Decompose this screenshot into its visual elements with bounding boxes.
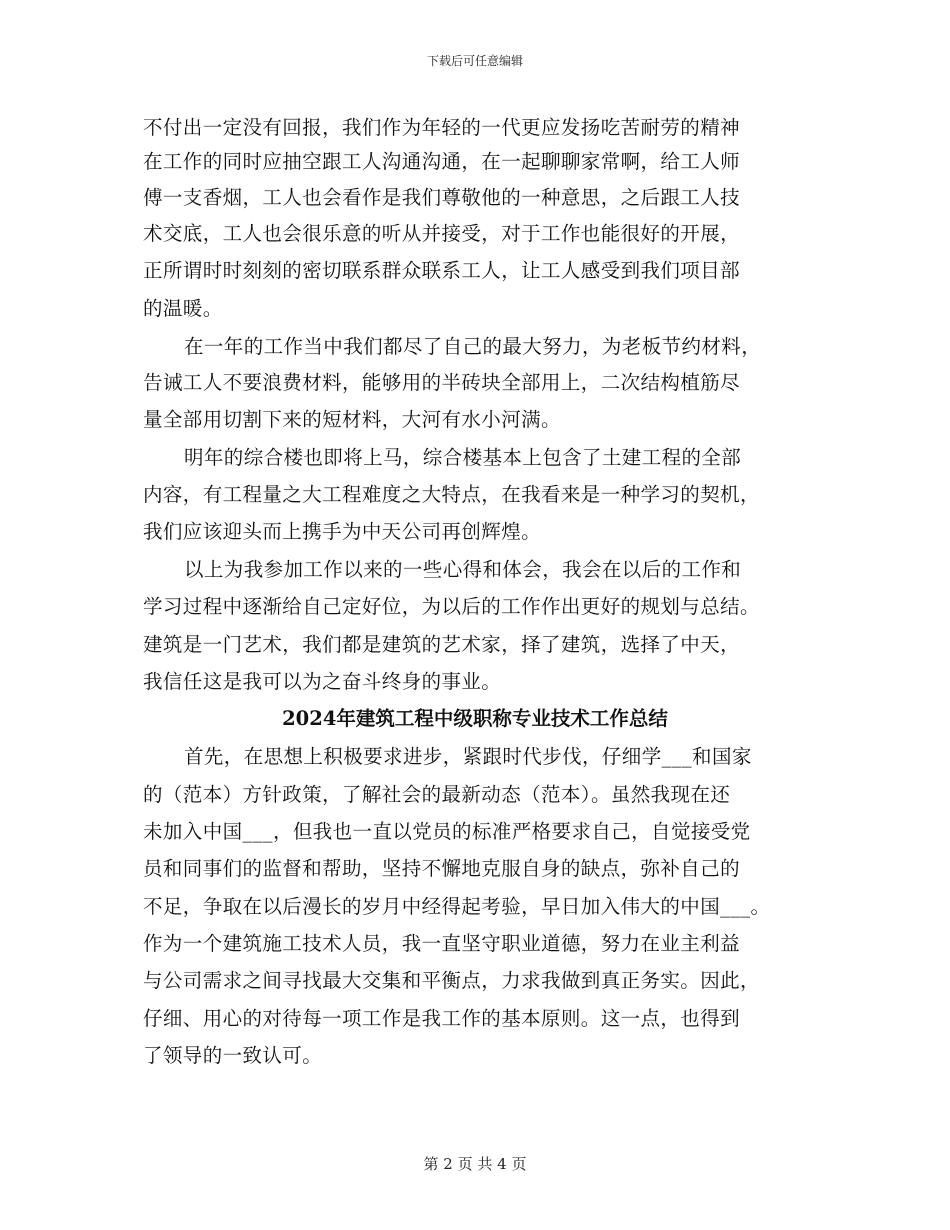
paragraph-line: 正所谓时时刻刻的密切联系群众联系工人，让工人感受到我们项目部	[143, 259, 741, 282]
paragraph-line: 不付出一定没有回报，我们作为年轻的一代更应发扬吃苦耐劳的精神	[143, 116, 741, 139]
paragraph-line: 术交底，工人也会很乐意的听从并接受，对于工作也能很好的开展，	[143, 222, 741, 245]
paragraph-line: 首先，在思想上积极要求进步，紧跟时代步伐，仔细学___和国家	[184, 745, 752, 768]
paragraph-line: 告诫工人不要浪费材料，能够用的半砖块全部用上，二次结构植筋尽	[143, 371, 741, 394]
page-header: 下载后可任意编辑	[426, 54, 523, 68]
paragraph-line: 在一年的工作当中我们都尽了自己的最大努力，为老板节约材料，	[184, 335, 762, 358]
paragraph-line: 建筑是一门艺术，我们都是建筑的艺术家，择了建筑，选择了中天，	[143, 633, 741, 656]
paragraph-line: 傅一支香烟，工人也会看作是我们尊敬他的一种意思，之后跟工人技	[143, 186, 741, 209]
paragraph-line: 了领导的一致认可。	[143, 1044, 323, 1067]
page-number: 第 2 页 共 4 页	[423, 1155, 527, 1173]
paragraph-line: 内容，有工程量之大工程难度之大特点，在我看来是一种学习的契机，	[143, 483, 760, 506]
paragraph-line: 不足，争取在以后漫长的岁月中经得起考验，早日加入伟大的中国___。	[143, 895, 771, 918]
paragraph-line: 作为一个建筑施工技术人员，我一直坚守职业道德，努力在业主利益	[143, 932, 741, 955]
paragraph-line: 的温暖。	[143, 297, 223, 320]
paragraph-line: 明年的综合楼也即将上马，综合楼基本上包含了土建工程的全部	[184, 446, 742, 469]
paragraph-line: 我们应该迎头而上携手为中天公司再创辉煌。	[143, 520, 542, 543]
paragraph-line: 与公司需求之间寻找最大交集和平衡点，力求我做到真正务实。因此，	[143, 969, 760, 992]
paragraph-line: 的（范本）方针政策，了解社会的最新动态（范本）。虽然我现在还	[143, 783, 731, 806]
paragraph-line: 以上为我参加工作以来的一些心得和体会，我会在以后的工作和	[184, 558, 742, 581]
paragraph-line: 学习过程中逐渐给自己定好位，为以后的工作作出更好的规划与总结。	[143, 595, 760, 618]
paragraph-line: 我信任这是我可以为之奋斗终身的事业。	[143, 670, 502, 693]
paragraph-line: 员和同事们的监督和帮助，坚持不懈地克服自身的缺点，弥补自己的	[143, 857, 741, 880]
section-title: 2024年建筑工程中级职称专业技术工作总结	[282, 707, 668, 730]
paragraph-line: 仔细、用心的对待每一项工作是我工作的基本原则。这一点，也得到	[143, 1007, 741, 1030]
paragraph-line: 在工作的同时应抽空跟工人沟通沟通，在一起聊聊家常啊，给工人师	[143, 150, 741, 173]
paragraph-line: 未加入中国___，但我也一直以党员的标准严格要求自己，自觉接受党	[143, 820, 751, 843]
paragraph-line: 量全部用切割下来的短材料，大河有水小河满。	[143, 408, 561, 431]
